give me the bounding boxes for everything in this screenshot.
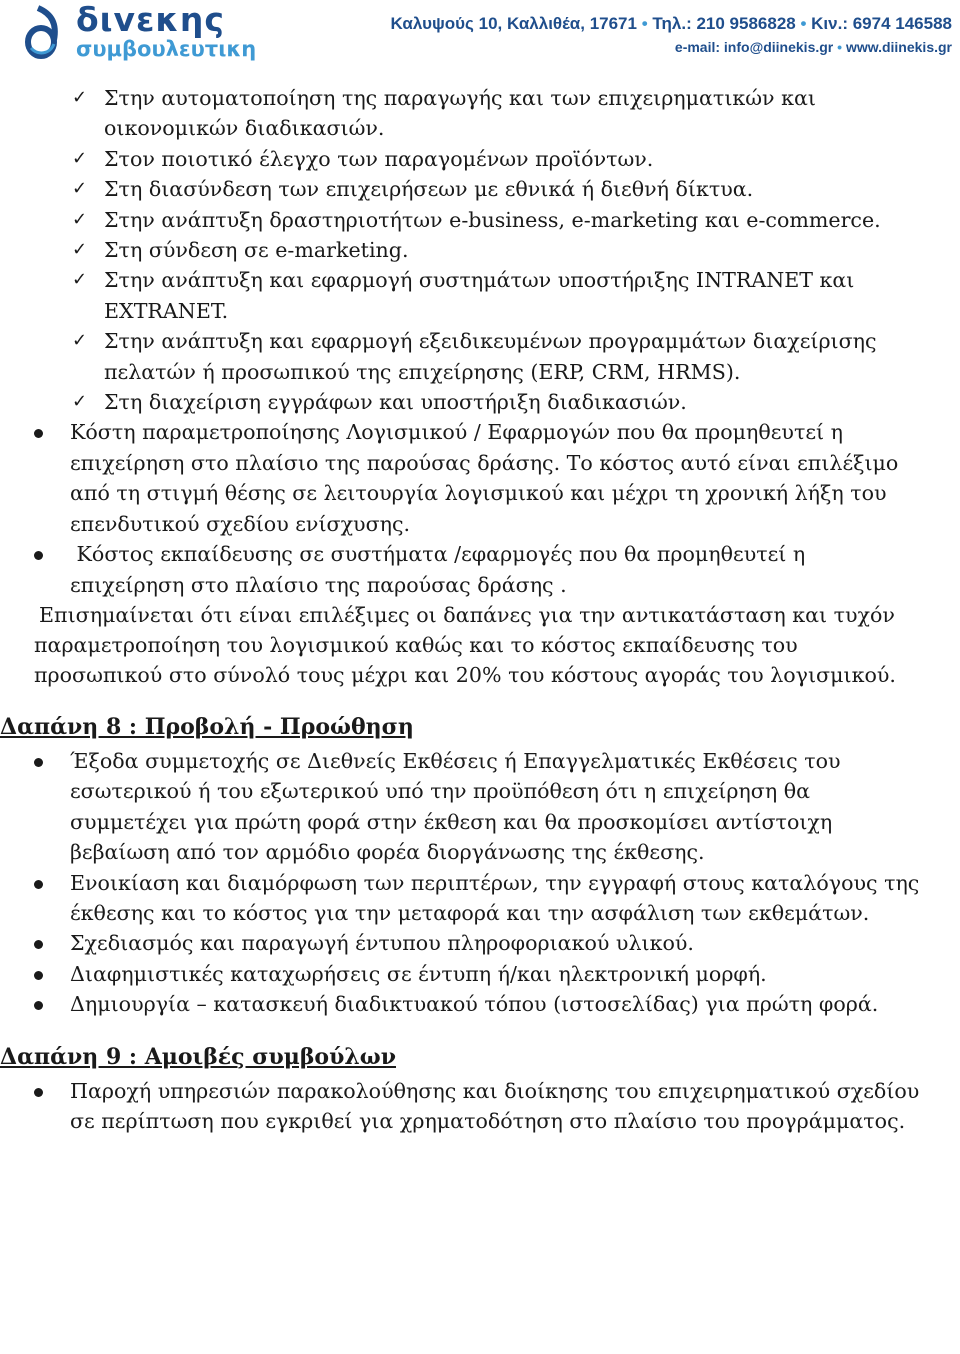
bullet-icon bbox=[34, 940, 43, 949]
mobile-text: Κιν.: 6974 146588 bbox=[811, 14, 952, 33]
list-item: Παροχή υπηρεσιών παρακολούθησης και διοίκησης του επιχειρηματικού σχεδίου σε περίπτωση που εγκριθεί για χρηματοδότηση στο πλαίσιο του προγράμματος. bbox=[0, 1076, 960, 1137]
checkmark-icon: ✓ bbox=[72, 208, 88, 230]
checkmark-icon: ✓ bbox=[72, 330, 88, 352]
list-item: Κόστος εκπαίδευσης σε συστήματα /εφαρμογές που θα προμηθευτεί η επιχείρηση στο πλαίσιο της παρούσας δράσης . bbox=[0, 539, 960, 600]
section-8-list bbox=[0, 746, 960, 1020]
checkmark-list bbox=[0, 83, 960, 417]
list-item: ✓ Στη διασύνδεση των επιχειρήσεων με εθνικά ή διεθνή δίκτυα. bbox=[0, 174, 960, 204]
list-item: ✓ Στη σύνδεση σε e-marketing. bbox=[0, 235, 960, 265]
list-item: Δημιουργία – κατασκευή διαδικτυακού τόπου (ιστοσελίδας) για πρώτη φορά. bbox=[0, 989, 960, 1019]
website-link[interactable]: www.diinekis.gr bbox=[845, 39, 952, 55]
checkmark-icon: ✓ bbox=[72, 147, 88, 169]
list-item: Έξοδα συμμετοχής σε Διεθνείς Εκθέσεις ή Επαγγελματικές Εκθέσεις του εσωτερικού ή του εξωτερικού υπό την προϋπόθεση ότι η επιχείρηση θα συμμετέχει για πρώτη φορά στην έκθεση και θα προσκομίσει αντίστοιχη βεβαίωση από τον αρμόδιο φορέα διοργάνωσης της έκθεσης. bbox=[0, 746, 960, 868]
checkmark-icon: ✓ bbox=[72, 269, 88, 291]
separator-bullet: • bbox=[837, 39, 843, 55]
page-header bbox=[0, 0, 960, 70]
logo-name: διvεκης bbox=[76, 0, 225, 39]
list-item: Κόστη παραμετροποίησης Λογισμικού / Εφαρμογών που θα προμηθευτεί η επιχείρηση στο πλαίσιο της παρούσας δράσης. Το κόστος αυτό είναι επιλέξιμο από τη στιγμή θέσης σε λειτουργία λογισμικού και μέχρι τη χρονική λήξη του επενδυτικού σχεδίου ενίσχυσης. bbox=[0, 417, 960, 539]
address-text: Καλυψούς 10, Καλλιθέα, 17671 bbox=[390, 14, 637, 33]
list-item: ✓ Στον ποιοτικό έλεγχο των παραγομένων προϊόντων. bbox=[0, 144, 960, 174]
list-item: ✓ Στην ανάπτυξη και εφαρμογή εξειδικευμένων προγραμμάτων διαχείρισης πελατών ή προσωπικού της επιχείρησης (ERP, CRM, HRMS). bbox=[0, 326, 960, 387]
checkmark-icon: ✓ bbox=[72, 87, 88, 108]
bullet-icon bbox=[34, 758, 43, 767]
section-9-list bbox=[0, 1076, 960, 1137]
contact-line-address bbox=[391, 14, 952, 34]
document-body bbox=[0, 83, 960, 1136]
checkmark-icon: ✓ bbox=[72, 239, 88, 261]
separator-bullet: • bbox=[641, 14, 648, 33]
bullet-icon bbox=[34, 1001, 43, 1010]
list-item: ✓ Στην αυτοματοποίηση της παραγωγής και των επιχειρηματικών και οικονομικών διαδικασιών. bbox=[0, 83, 960, 144]
bullet-icon bbox=[34, 1088, 43, 1097]
list-item: Ενοικίαση και διαμόρφωση των περιπτέρων, την εγγραφή στους καταλόγους της έκθεσης και το κόστος για την μεταφορά και την ασφάλιση των εκθεμάτων. bbox=[0, 868, 960, 929]
email-link[interactable]: e-mail: info@diinekis.gr bbox=[674, 39, 834, 55]
checkmark-icon: ✓ bbox=[72, 178, 88, 200]
list-item: Σχεδιασμός και παραγωγή έντυπου πληροφοριακού υλικού. bbox=[0, 928, 960, 958]
bullet-icon bbox=[34, 551, 43, 560]
company-logo bbox=[24, 0, 264, 64]
bullet-icon bbox=[34, 971, 43, 980]
logo-subtitle: συμβουλευτικη bbox=[76, 37, 257, 61]
separator-bullet: • bbox=[800, 14, 807, 33]
section-heading-9: Δαπάνη 9 : Αμοιβές συμβούλων bbox=[0, 1043, 396, 1070]
checkmark-icon: ✓ bbox=[72, 391, 88, 413]
list-item: Διαφημιστικές καταχωρήσεις σε έντυπη ή/και ηλεκτρονική μορφή. bbox=[0, 959, 960, 989]
bullet-icon bbox=[34, 880, 43, 889]
logo-mark-icon bbox=[24, 4, 68, 62]
contact-info bbox=[391, 14, 952, 55]
list-item: ✓ Στη διαχείριση εγγράφων και υποστήριξη διαδικασιών. bbox=[0, 387, 960, 417]
note-paragraph: Επισημαίνεται ότι είναι επιλέξιμες οι δαπάνες για την αντικατάσταση και τυχόν παραμετροποίηση του λογισμικού καθώς και το κόστος εκπαίδευσης του προσωπικού στο σύνολό τους μέχρι και 20% του κόστους αγοράς του λογισμικού. bbox=[34, 602, 896, 687]
list-item: ✓ Στην ανάπτυξη δραστηριοτήτων e-business, e-marketing και e-commerce. bbox=[0, 205, 960, 235]
bullet-list bbox=[0, 417, 960, 599]
bullet-icon bbox=[34, 429, 43, 438]
section-heading-8: Δαπάνη 8 : Προβολή - Προώθηση bbox=[0, 713, 414, 740]
phone-text: Τηλ.: 210 9586828 bbox=[652, 14, 796, 33]
list-item: ✓ Στην ανάπτυξη και εφαρμογή συστημάτων υποστήριξης INTRANET και EXTRANET. bbox=[0, 265, 960, 326]
contact-line-web bbox=[391, 39, 952, 55]
